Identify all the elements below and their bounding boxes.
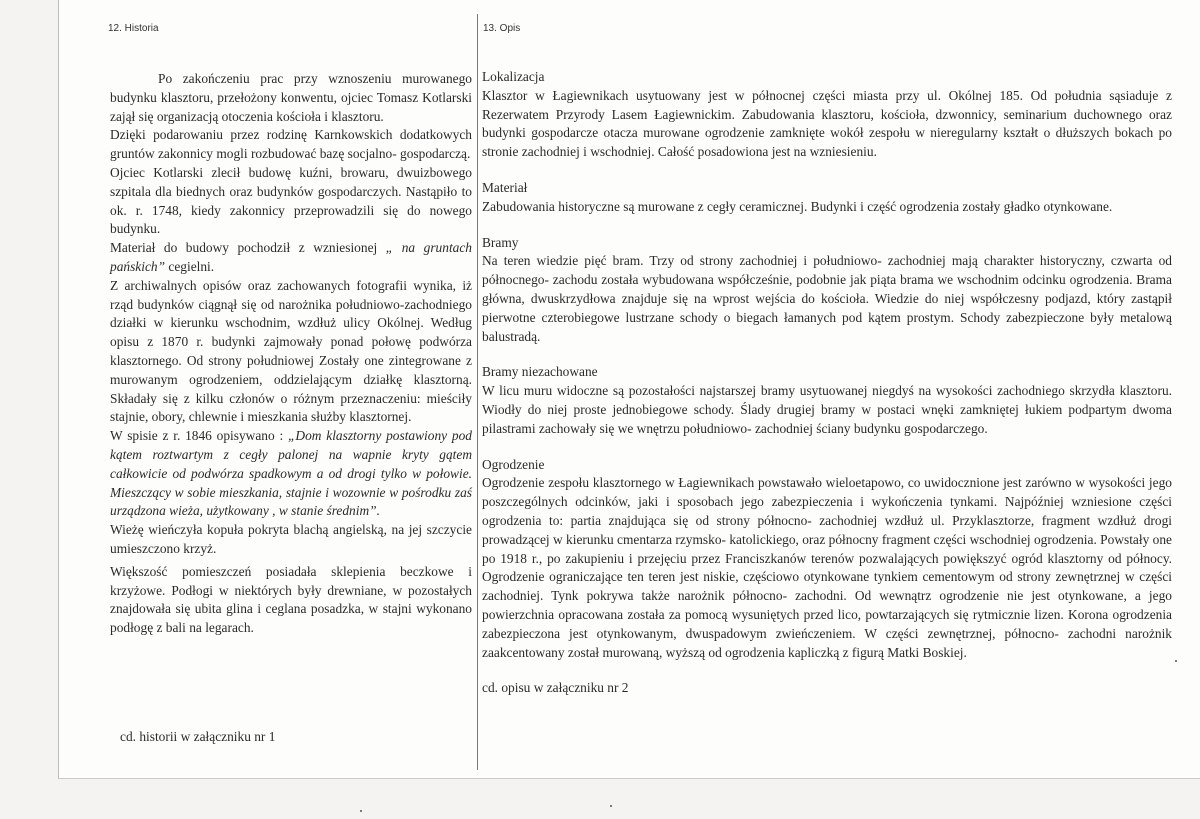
- spis-text: W spisie z r. 1846 opisywano :: [110, 428, 288, 444]
- history-section-header: 12. Historia: [108, 23, 159, 34]
- history-paragraph: Dzięki podarowaniu przez rodzinę Karnkowskich dodatkowych gruntów zakonnicy mogli rozbudować bazę socjalno- gospodarczą.: [110, 127, 472, 162]
- section-body: Na teren wiedzie pięć bram. Trzy od strony zachodniej i południowo- zachodniej mają charakter historyczny, czwarta od północnego- zachodu została wybudowana współcześnie, podobnie jak piąta brama we wschodnim odcinku ogrodzenia. Brama główna, dwuskrzydłowa znajduje się na wprost wejścia do kościoła. Wiedzie do niej współczesny podjazd, który zastąpił pierwotne czterobiegowe lustrzane schody o biegach łamanych pod kątem prostym. Schody zabezpieczone były metalową balustradą.: [482, 253, 1172, 344]
- column-divider: [477, 14, 478, 770]
- history-paragraph: Ojciec Kotlarski zlecił budowę kuźni, browaru, dwuizbowego szpitala dla biednych oraz budynków gospodarczych. Nastąpiło to ok. r. 1748, kiedy zakonnicy przeprowadzili się do nowego budynku.: [110, 164, 472, 237]
- scan-speck: [610, 805, 612, 807]
- section-title: Materiał: [482, 179, 528, 195]
- section-body: W licu muru widoczne są pozostałości najstarszej bramy usytuowanej niegdyś na wysokości zachodniego skrzydła klasztoru. Wiodły do niej proste jednobiegowe schody. Ślady drugiej bramy w postaci wnęki zamkniętej łukiem podpartym dwoma pilastrami zachowały się we wnętrzu południowo- zachodniej ściany budynku gospodarczego.: [482, 383, 1172, 436]
- section-ogrodzenie: [482, 456, 1172, 663]
- history-paragraph: Po zakończeniu prac przy wznoszeniu murowanego budynku klasztoru, przełożony konwentu, ojciec Tomasz Kotlarski zajął się organizacją otoczenia kościoła i klasztoru.: [110, 71, 472, 124]
- history-paragraph-material: [110, 239, 472, 277]
- scan-speck: [360, 810, 362, 812]
- section-body: Klasztor w Łagiewnikach usytuowany jest w północnej części miasta przy ul. Okólnej 185. Od południa sąsiaduje z Rezerwatem Przyrody Lasem Łagiewnickim. Zabudowania klasztoru, kościoła, dzwonnicy, seminarium duchownego oraz budynki gospodarcze otacza murowane ogrodzenie zamknięte wokół zespołu w nieregularny kształt o dłuższych bokach po stronie zachodniej i wschodniej. Całość posadowiona jest na wzniesieniu.: [482, 87, 1172, 160]
- history-paragraph: Wieżę wieńczyła kopuła pokryta blachą angielską, na jej szczycie umieszczono krzyż.: [110, 522, 472, 556]
- history-paragraph: Z archiwalnych opisów oraz zachowanych fotografii wynika, iż rząd budynków ciągnął się od narożnika południowo-zachodniego działki w kierunku wschodnim, wzdłuż ulicy Okólnej. Według opisu z 1870 r. budynki zajmowały ponad połowę podwórza klasztornego. Od strony południowej Zostały one zintegrowane z murowanym ogrodzeniem, oddzielającym działkę klasztorną. Składały się z kilku członów o różnym przeznaczeniu: mieściły stajnie, obory, chlewnie i mieszkania służby klasztornej.: [110, 277, 472, 425]
- section-title: Bramy: [482, 234, 519, 250]
- history-footer-note: cd. historii w załączniku nr 1: [120, 729, 276, 744]
- section-lokalizacja: [482, 68, 1172, 162]
- section-body: Zabudowania historyczne są murowane z cegły ceramicznej. Budynki i część ogrodzenia zostały gładko otynkowane.: [482, 198, 1113, 214]
- section-title: Lokalizacja: [482, 69, 545, 84]
- section-body: Ogrodzenie zespołu klasztornego w Łagiewnikach powstawało wieloetapowo, co uwidocznione jest zarówno w wysokości jego poszczególnych odcinków, jaki i sposobach jego zabezpieczenia i wykończenia tynkami. Najpóźniej wzniesione części ogrodzenia to: partia znajdująca się od strony północno- zachodniej wzdłuż ul. Przyklasztorze, fragment wzdłuż drogi prowadzącej w kierunku cmentarza rzymsko- katolickiego, oraz północny fragment części wschodniej ogrodzenia. Powstały one po 1918 r., po zakupieniu i przejęciu przez Franciszkanów terenów pozwalających powiększyć ogród klasztorny od północy. Ogrodzenie ograniczające ten teren jest niskie, częściowo otynkowane tynkiem cementowym od strony zewnętrznej w części zachodniej. Tynk pokrywa także narożnik północno- zachodni. Od wewnątrz ogrodzenie nie jest otynkowane, a jego powierzchnia opracowana została za pomocą wysuniętych przed lico, powtarzających się rytmicznie lizen. Korona ogrodzenia zabezpieczona jest otynkowanym, dwuspadowym zwieńczeniem. W części zewnętrznej, północno- zachodni narożnik zaakcentowany został murowaną, wyższą od ogrodzenia kapliczką z figurą Matki Boskiej.: [482, 475, 1172, 660]
- history-paragraph: Większość pomieszczeń posiadała sklepienia beczkowe i krzyżowe. Podłogi w niektórych były drewniane, w pozostałych znajdowała się ubita glina i ceglana posadzka, w stajni wykonano podłogę z bali na legarach.: [110, 563, 472, 636]
- material-text-end: cegielni.: [165, 258, 215, 274]
- section-title: Ogrodzenie: [482, 456, 545, 472]
- section-bramy-niezachowane: [482, 363, 1172, 438]
- scan-speck: [1175, 660, 1177, 662]
- material-text: Materiał do budowy pochodził z wzniesionej: [110, 240, 386, 256]
- description-column: [482, 68, 1172, 712]
- history-paragraph-spis: [110, 427, 472, 521]
- section-material: [482, 179, 1172, 217]
- spis-quote: „Dom klasztorny postawiony pod kątem roztwartym z cegły palonej na wapnie kryty gątem całkowicie od podwórza spadkowym a od drogi tylko w połowie. Mieszczący w sobie mieszkania, stajnie i wozownie w pośrodku zaś urządzona wieża, użytkowany , w stanie średnim”.: [110, 428, 472, 519]
- material-quote: „ na gruntach pańskich”: [110, 240, 473, 274]
- section-bramy: [482, 234, 1172, 347]
- description-footer-note: cd. opisu w załączniku nr 2: [482, 680, 629, 696]
- section-title: Bramy niezachowane: [482, 364, 598, 380]
- history-column: [110, 70, 472, 638]
- description-section-header: 13. Opis: [483, 23, 521, 34]
